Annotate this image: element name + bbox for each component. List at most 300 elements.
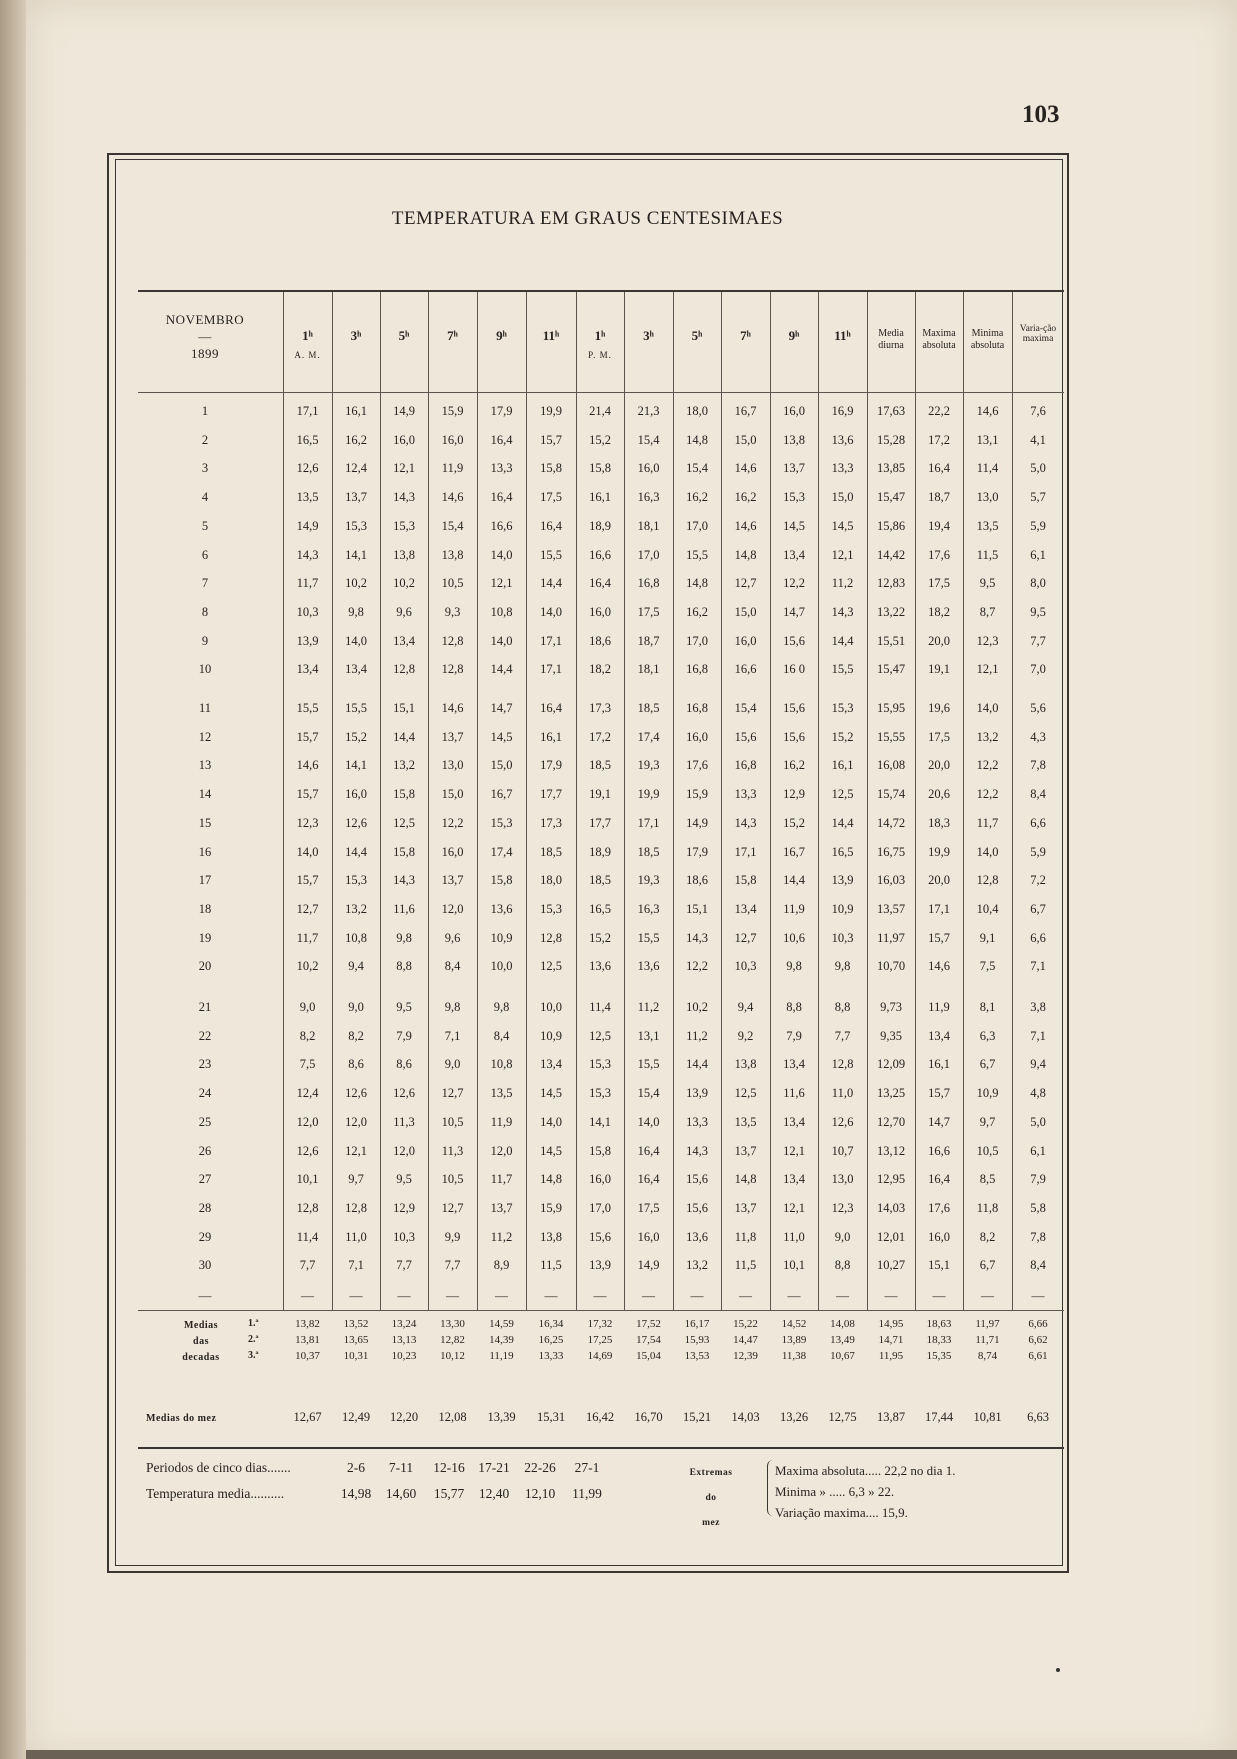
temperature-cell: 9,7 <box>348 1172 364 1187</box>
column-summary-label: Media diurna <box>878 328 904 351</box>
ink-spot <box>1056 1668 1060 1672</box>
decada-mean-cell: 15,22 <box>733 1318 758 1330</box>
dash-mark: — <box>787 1288 801 1303</box>
temperature-cell: 16,6 <box>928 1143 950 1158</box>
temperature-cell: 13,4 <box>783 547 805 562</box>
decada-mean-cell: 13,81 <box>295 1334 320 1346</box>
temperature-cell: 12,0 <box>345 1114 367 1129</box>
temperature-cell: 7,8 <box>1030 1229 1046 1244</box>
temperature-cell: 15,5 <box>345 701 367 715</box>
temperature-cell: 11,6 <box>393 901 415 916</box>
temperature-cell: 16,1 <box>928 1057 950 1072</box>
temperature-cell: 6,7 <box>979 1258 996 1273</box>
temperature-cell: 16,1 <box>831 758 854 773</box>
temperature-cell: 15,5 <box>637 1057 660 1072</box>
day-number: 2 <box>201 432 209 447</box>
monthly-mean-cell: 12,49 <box>341 1410 371 1424</box>
temperature-cell: 16,5 <box>589 901 611 916</box>
temperature-cell: 10,0 <box>540 1000 562 1014</box>
temperature-cell: 10,5 <box>976 1143 999 1158</box>
temperature-cell: 13,4 <box>928 1028 950 1043</box>
table-title: TEMPERATURA EM GRAUS CENTESIMAES <box>391 208 784 229</box>
temperature-cell: 15,7 <box>928 930 950 945</box>
decada-mean-cell: 6,66 <box>1028 1318 1048 1330</box>
temperature-cell: 7,5 <box>299 1057 316 1072</box>
temperature-cell: 12,1 <box>976 662 999 677</box>
decada-mean-cell: 14,95 <box>878 1318 904 1330</box>
temperature-cell: 15,3 <box>345 518 367 533</box>
temperature-cell: 17,1 <box>734 844 757 859</box>
temperature-cell: 12,0 <box>441 901 464 916</box>
temperature-cell: 18,5 <box>589 758 611 773</box>
decada-mean-cell: 18,63 <box>926 1318 952 1330</box>
temperature-cell: 5,0 <box>1030 461 1046 476</box>
decada-mean-cell: 14,71 <box>878 1334 904 1346</box>
temperature-cell: 14,0 <box>540 604 562 619</box>
temperature-cell: 10,1 <box>296 1172 319 1187</box>
temperature-cell: 15,6 <box>686 1172 708 1187</box>
column-hour-label: 1ʰ <box>302 328 313 343</box>
day-number: 29 <box>198 1229 212 1244</box>
temperature-cell: 3,8 <box>1030 1000 1046 1014</box>
temperature-cell: 16,0 <box>441 432 464 447</box>
temperature-cell: 18,7 <box>928 490 950 505</box>
dash-mark: — <box>884 1288 898 1303</box>
temperature-cell: 18,9 <box>589 518 611 533</box>
period-value: 12-16 <box>433 1460 465 1475</box>
temperature-cell: 12,8 <box>540 930 562 945</box>
temperature-cell: 17,1 <box>540 662 562 677</box>
temperature-cell: 14,3 <box>393 873 415 888</box>
periods-label: Periodos de cinco dias....... <box>146 1460 291 1475</box>
temperature-cell: 17,5 <box>637 604 660 619</box>
year: 1899 <box>191 346 219 361</box>
decada-mean-cell: 10,31 <box>343 1350 369 1362</box>
temperature-cell: 9,5 <box>979 576 996 591</box>
temperature-cell: 14,6 <box>296 758 319 773</box>
decada-mean-cell: 13,33 <box>538 1350 564 1362</box>
bottom-rule <box>138 1447 1064 1449</box>
dash-mark: — <box>642 1288 655 1303</box>
day-number: 23 <box>198 1057 212 1072</box>
temperature-cell: 14,0 <box>540 1114 562 1129</box>
temperature-cell: 13,3 <box>734 787 757 802</box>
temperature-cell: 13,8 <box>540 1229 562 1244</box>
dash-mark: — <box>690 1288 704 1303</box>
temperature-cell: 17,9 <box>540 758 562 773</box>
temperature-cell: 15,1 <box>393 701 415 715</box>
temperature-cell: 11,7 <box>296 576 319 591</box>
title-rule <box>138 290 1064 292</box>
temperature-cell: 14,0 <box>490 547 513 562</box>
extremas-label-line: do <box>705 1493 717 1503</box>
temperature-cell: 15,8 <box>393 844 415 859</box>
temperature-cell: 15,8 <box>589 1143 611 1158</box>
temperature-cell: 10,7 <box>831 1143 854 1158</box>
dash-mark: — <box>836 1288 849 1303</box>
temperature-cell: 12,3 <box>296 815 319 830</box>
temperature-cell: 16,6 <box>589 547 611 562</box>
column-header <box>332 296 380 392</box>
decada-mean-cell: 13,13 <box>391 1334 417 1346</box>
decada-mean-cell: 11,38 <box>781 1350 807 1362</box>
temperature-cell: 5,9 <box>1030 518 1046 533</box>
decadas-label-line: decadas <box>182 1352 220 1363</box>
monthly-mean-cell: 16,70 <box>634 1410 663 1424</box>
day-number: 14 <box>198 787 212 802</box>
decada-mean-cell: 10,12 <box>440 1350 465 1362</box>
temperature-cell: 16,0 <box>589 1172 611 1187</box>
temperature-cell: 13,4 <box>734 901 757 916</box>
dash-mark: — <box>1031 1288 1045 1303</box>
day-number: 4 <box>201 490 209 505</box>
temperature-cell: 15,2 <box>345 729 367 744</box>
temperature-cell: 18,6 <box>589 633 611 648</box>
temperature-cell: 15,1 <box>686 901 708 916</box>
temperature-cell: 8,8 <box>834 1258 851 1273</box>
temperature-cell: 15,3 <box>831 701 854 715</box>
period-value: 27-1 <box>574 1460 600 1475</box>
temperature-cell: 14,4 <box>783 873 805 888</box>
temperature-cell: 12,2 <box>686 959 708 974</box>
column-header <box>477 296 526 392</box>
temperature-cell: 7,5 <box>979 959 996 974</box>
column-summary-label: Varia-ção maxima <box>1019 324 1057 344</box>
temperature-cell: 15,86 <box>876 518 906 533</box>
temperature-cell: 11,9 <box>928 1000 950 1014</box>
decada-ordinal: 1.ª <box>248 1318 259 1329</box>
temperature-cell: 17,5 <box>928 729 950 744</box>
temperature-cell: 10,8 <box>345 930 367 945</box>
dash-mark: — <box>739 1288 752 1303</box>
temperature-cell: 9,35 <box>880 1028 902 1043</box>
temperature-cell: 6,7 <box>1030 901 1046 916</box>
temperature-cell: 12,5 <box>734 1086 757 1101</box>
column-hour-label: 1ʰ <box>594 328 606 343</box>
monthly-mean-cell: 12,67 <box>293 1410 322 1424</box>
temperature-cell: 11,4 <box>976 461 999 476</box>
column-hour-label: 11ʰ <box>542 328 560 343</box>
temperature-cell: 16,7 <box>490 787 513 802</box>
temperature-cell: 5,7 <box>1030 490 1046 505</box>
temperature-cell: 15,3 <box>589 1057 611 1072</box>
temperature-cell: 14,4 <box>540 576 562 591</box>
temperature-cell: 11,9 <box>783 901 805 916</box>
monthly-mean-cell: 15,31 <box>536 1410 566 1424</box>
temperature-cell: 19,1 <box>928 662 950 677</box>
temperature-cell: 13,9 <box>296 633 319 648</box>
temperature-cell: 13,7 <box>441 729 464 744</box>
temperature-cell: 11,7 <box>490 1172 513 1187</box>
temperature-cell: 15,4 <box>637 432 660 447</box>
temperature-cell: 17,4 <box>490 844 513 859</box>
dash-mark: — <box>981 1288 994 1303</box>
temperature-cell: 12,2 <box>976 787 999 802</box>
temperature-cell: 14,8 <box>734 547 757 562</box>
temperature-cell: 19,9 <box>928 844 950 859</box>
decada-mean-cell: 10,23 <box>391 1350 417 1362</box>
temperature-cell: 14,72 <box>876 815 906 830</box>
temperature-cell: 15,6 <box>589 1229 611 1244</box>
temperature-cell: 11,2 <box>686 1028 708 1043</box>
temperature-cell: 14,4 <box>686 1057 708 1072</box>
temperature-cell: 11,8 <box>976 1200 999 1215</box>
temperature-cell: 12,7 <box>734 930 757 945</box>
temperature-cell: 13,4 <box>393 633 415 648</box>
temperature-cell: 13,0 <box>831 1172 854 1187</box>
temperature-cell: 7,0 <box>1030 662 1046 677</box>
temperature-cell: 14,6 <box>928 959 950 974</box>
temperature-cell: 9,8 <box>493 1000 510 1014</box>
temperature-cell: 13,22 <box>876 604 906 619</box>
temperature-cell: 12,7 <box>296 901 319 916</box>
decada-mean-cell: 14,69 <box>587 1350 613 1362</box>
temperature-cell: 19,3 <box>637 758 660 773</box>
monthly-mean-cell: 10,81 <box>973 1410 1002 1424</box>
temperature-cell: 9,6 <box>396 604 412 619</box>
temperature-cell: 7,2 <box>1030 873 1046 888</box>
temperature-cell: 17,9 <box>490 404 513 418</box>
day-number: 9 <box>201 633 209 648</box>
decada-mean-cell: 14,39 <box>489 1334 514 1346</box>
temperature-cell: 15,6 <box>783 729 805 744</box>
decada-mean-cell: 13,65 <box>343 1334 369 1346</box>
temperature-cell: 16,4 <box>490 432 513 447</box>
day-number: 15 <box>198 815 212 830</box>
temperature-cell: 10,5 <box>441 1114 464 1129</box>
decada-mean-cell: 13,53 <box>684 1350 710 1362</box>
decada-mean-cell: 14,59 <box>489 1318 514 1330</box>
decada-mean-cell: 11,97 <box>975 1318 1000 1330</box>
temperature-cell: 7,1 <box>1030 1028 1046 1043</box>
extremas-brace <box>767 1460 774 1516</box>
temperature-cell: 18,0 <box>540 873 562 888</box>
temperature-cell: 15,8 <box>540 461 562 476</box>
temperature-cell: 11,8 <box>734 1229 757 1244</box>
temperature-cell: 16,0 <box>589 604 611 619</box>
temperature-cell: 15,7 <box>296 729 319 744</box>
dash-mark: — <box>301 1288 314 1303</box>
temperature-cell: 12,6 <box>345 815 367 830</box>
temperature-cell: 8,4 <box>1030 1258 1046 1273</box>
period-temperature: 14,98 <box>340 1486 372 1501</box>
temperature-cell: 12,6 <box>345 1086 367 1101</box>
temperature-cell: 18,3 <box>928 815 950 830</box>
temperature-cell: 15,95 <box>876 701 906 715</box>
temperature-cell: 14,8 <box>540 1172 562 1187</box>
temperature-cell: 10,9 <box>831 901 854 916</box>
temperature-cell: 17,6 <box>928 1200 950 1215</box>
temperature-cell: 15,5 <box>831 662 854 677</box>
temperature-cell: 16,8 <box>734 758 757 773</box>
temperature-cell: 14,9 <box>296 518 319 533</box>
temperature-cell: 16,4 <box>540 518 562 533</box>
temperature-cell: 10,1 <box>783 1258 805 1273</box>
temperature-cell: 15,51 <box>876 633 906 648</box>
temperature-cell: 12,9 <box>393 1200 415 1215</box>
temperature-cell: 15,3 <box>540 901 562 916</box>
temperature-cell: 14,0 <box>490 633 513 648</box>
temperature-cell: 15,3 <box>393 518 415 533</box>
decada-ordinal: 3.ª <box>248 1350 259 1361</box>
decada-mean-cell: 12,82 <box>440 1334 465 1346</box>
temperature-cell: 8,4 <box>444 959 461 974</box>
temperature-cell: 10,9 <box>540 1028 562 1043</box>
temperature-cell: 11,3 <box>441 1143 464 1158</box>
temperature-cell: 14,6 <box>441 490 464 505</box>
temperature-cell: 13,4 <box>345 662 367 677</box>
temperature-cell: 12,1 <box>490 576 513 591</box>
temperature-cell: 8,8 <box>834 1000 851 1014</box>
temperature-cell: 15,2 <box>589 930 611 945</box>
medias-mez-label: Medias do mez <box>146 1413 217 1424</box>
temperature-cell: 11,9 <box>490 1114 513 1129</box>
temperature-cell: 12,8 <box>441 633 464 648</box>
temperature-cell: 16,5 <box>831 844 854 859</box>
temperature-cell: 13,6 <box>637 959 660 974</box>
temperature-cell: 12,0 <box>393 1143 415 1158</box>
decada-mean-cell: 13,89 <box>781 1334 807 1346</box>
temperature-cell: 13,5 <box>296 490 319 505</box>
temperature-cell: 14,5 <box>783 518 805 533</box>
temperature-cell: 14,4 <box>831 815 854 830</box>
page-bottom-edge <box>26 1750 1237 1759</box>
month-year-header <box>138 311 272 362</box>
day-number: 16 <box>198 844 212 859</box>
temperature-cell: 9,4 <box>737 1000 754 1014</box>
temperature-cell: 13,12 <box>876 1143 906 1158</box>
column-header <box>963 296 1012 392</box>
temperature-cell: 13,5 <box>490 1086 513 1101</box>
temperature-cell: 12,6 <box>296 1143 319 1158</box>
temperature-cell: 16,1 <box>540 729 562 744</box>
temperature-cell: 13,5 <box>734 1114 757 1129</box>
temperature-cell: 18,0 <box>686 404 708 418</box>
temperature-cell: 16,9 <box>831 404 854 418</box>
temperature-cell: 13,85 <box>876 461 906 476</box>
day-number: 24 <box>198 1086 212 1101</box>
decada-mean-cell: 10,37 <box>295 1350 320 1362</box>
temperature-cell: 16,2 <box>783 758 805 773</box>
temperature-cell: 20,0 <box>928 758 950 773</box>
temperature-cell: 13,9 <box>686 1086 708 1101</box>
decada-mean-cell: 11,95 <box>878 1350 904 1362</box>
decada-ordinal: 2.ª <box>248 1334 259 1345</box>
page-binding-edge <box>0 0 26 1759</box>
temperature-cell: 15,0 <box>734 432 757 447</box>
decada-mean-cell: 17,54 <box>636 1334 661 1346</box>
temperature-cell: 8,7 <box>979 604 996 619</box>
temperature-cell: 9,4 <box>348 959 364 974</box>
temperature-cell: 7,7 <box>299 1258 316 1273</box>
temperature-cell: 10,2 <box>296 959 319 974</box>
temperature-cell: 8,8 <box>786 1000 802 1014</box>
temperature-cell: 11,97 <box>877 930 905 945</box>
day-number: 6 <box>201 547 209 562</box>
temperature-cell: 19,4 <box>928 518 950 533</box>
temperature-cell: 10,2 <box>345 576 367 591</box>
temperature-cell: 13,6 <box>490 901 513 916</box>
decada-mean-cell: 6,61 <box>1028 1350 1048 1362</box>
temperature-cell: 12,09 <box>876 1057 906 1072</box>
temperature-cell: 19,1 <box>589 787 611 802</box>
temperature-cell: 12,4 <box>345 461 367 476</box>
temperature-cell: 13,9 <box>831 873 854 888</box>
temperature-cell: 12,7 <box>734 576 757 591</box>
column-hour-label: 9ʰ <box>788 328 800 343</box>
extremas-line: Variação maxima.... 15,9. <box>775 1505 908 1520</box>
temperature-cell: 6,1 <box>1030 547 1046 562</box>
temperature-cell: 14,03 <box>876 1200 906 1215</box>
temperature-cell: 12,4 <box>296 1086 319 1101</box>
temperature-cell: 4,1 <box>1030 432 1046 447</box>
temperature-cell: 9,2 <box>737 1028 754 1043</box>
temperature-cell: 18,5 <box>589 873 611 888</box>
temperature-cell: 11,4 <box>296 1229 319 1244</box>
column-header <box>428 296 477 392</box>
temperature-cell: 15,6 <box>783 633 805 648</box>
temperature-cell: 18,6 <box>686 873 708 888</box>
temperature-cell: 13,4 <box>783 1172 805 1187</box>
temperature-cell: 12,5 <box>540 959 562 974</box>
temperature-cell: 11,5 <box>734 1258 757 1273</box>
monthly-mean-cell: 14,03 <box>731 1410 760 1424</box>
monthly-mean-cell: 17,44 <box>924 1410 954 1424</box>
temperature-cell: 15,55 <box>876 729 906 744</box>
temperature-cell: 17,2 <box>928 432 950 447</box>
temperature-cell: 12,1 <box>393 461 415 476</box>
temperature-cell: 8,2 <box>299 1028 316 1043</box>
column-header <box>380 296 428 392</box>
extremas-line: Minima » ..... 6,3 » 22. <box>775 1484 895 1499</box>
temperature-cell: 14,7 <box>490 701 513 715</box>
temperature-cell: 13,2 <box>393 758 415 773</box>
temperature-cell: 9,8 <box>834 959 851 974</box>
day-number: 21 <box>198 1000 212 1014</box>
decada-mean-cell: 17,32 <box>587 1318 613 1330</box>
temperature-cell: 14,4 <box>831 633 854 648</box>
temperature-cell: 16,2 <box>686 490 708 505</box>
temperature-cell: 17,5 <box>637 1200 660 1215</box>
temperature-cell: 15,4 <box>686 461 708 476</box>
column-header <box>526 296 576 392</box>
temperature-cell: 12,01 <box>876 1229 906 1244</box>
column-summary-label: Minima absoluta <box>970 328 1005 351</box>
temperature-cell: 12,2 <box>441 815 464 830</box>
temperature-cell: 15,3 <box>345 873 367 888</box>
temperature-cell: 15,4 <box>734 701 757 715</box>
day-number: 12 <box>198 729 212 744</box>
temperature-cell: 10,0 <box>490 959 513 974</box>
temperature-cell: 10,3 <box>831 930 854 945</box>
temperature-cell: 7,1 <box>1030 959 1046 974</box>
temperature-cell: 17,7 <box>540 787 562 802</box>
temperature-cell: 10,3 <box>296 604 319 619</box>
decadas-label-line: Medias <box>183 1320 219 1331</box>
column-hour-label: 11ʰ <box>834 328 851 343</box>
column-hour-label: 5ʰ <box>398 328 410 343</box>
temperature-cell: 12,83 <box>876 576 906 591</box>
temperature-cell: 14,1 <box>589 1114 611 1129</box>
temperature-cell: 17,1 <box>296 404 319 418</box>
period-value: 17-21 <box>478 1460 510 1475</box>
temperature-cell: 10,5 <box>441 576 464 591</box>
temperature-cell: 14,3 <box>686 1143 708 1158</box>
temperature-cell: 22,2 <box>928 404 950 418</box>
temperature-cell: 14,5 <box>540 1143 562 1158</box>
temperature-cell: 8,6 <box>396 1057 412 1072</box>
temperature-cell: 12,8 <box>345 1200 367 1215</box>
